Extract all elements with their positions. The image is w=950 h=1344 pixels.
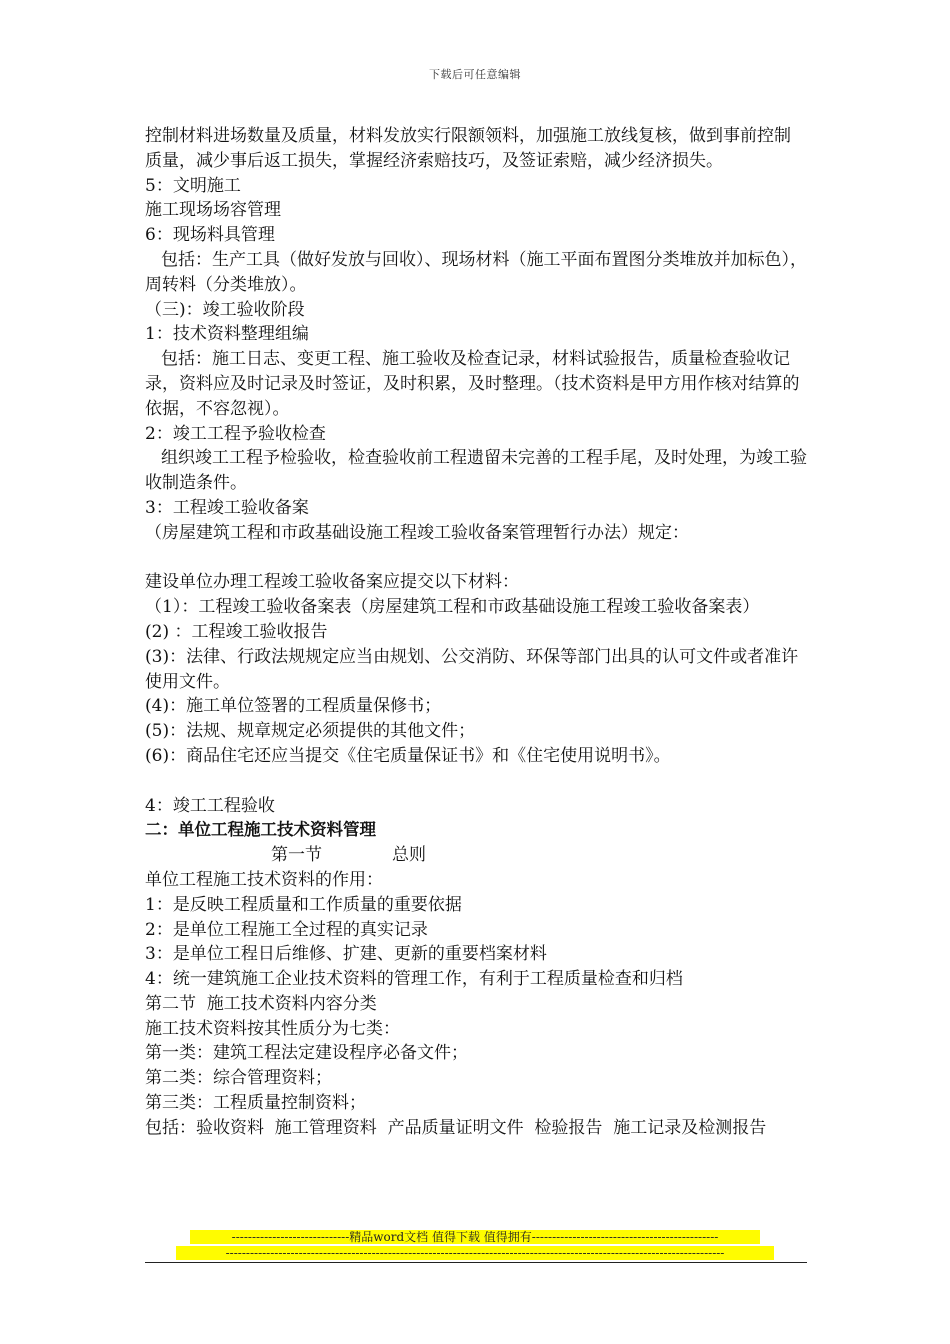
- footer-promo-line: -----------------------------精品word文档 值得下载 值得拥有----------------------------------------------: [190, 1230, 760, 1244]
- item-civilized-construction: 5：文明施工: [145, 175, 241, 196]
- document-body: [145, 124, 807, 1141]
- item-site-tools: 6：现场料具管理: [145, 225, 275, 246]
- category-3: 第三类：工程质量控制资料；: [145, 1093, 366, 1114]
- category-1: 第一类：建筑工程法定建设程序必备文件；: [145, 1043, 468, 1064]
- footer-dash-line: ---------------------------------------------------------------------------------------------------------------------------: [176, 1246, 774, 1260]
- category-3-detail: 包括：验收资料 施工管理资料 产品质量证明文件 检验报告 施工记录及检测报告: [145, 1117, 767, 1138]
- section-1-title: [145, 843, 807, 868]
- section-2-title: 第二节 施工技术资料内容分类: [145, 993, 377, 1014]
- purpose-item-2: 2：是单位工程施工全过程的真实记录: [145, 919, 428, 940]
- purpose-item-3: 3：是单位工程日后维修、扩建、更新的重要档案材料: [145, 944, 547, 965]
- item-acceptance-filing: 3：工程竣工验收备案: [145, 497, 309, 518]
- paragraph-filing-regulation: （房屋建筑工程和市政基础设施工程竣工验收备案管理暂行办法）规定：: [145, 522, 689, 543]
- paragraph-filing-materials: 建设单位办理工程竣工验收备案应提交以下材料：: [145, 572, 519, 593]
- purpose-item-4: 4：统一建筑施工企业技术资料的管理工作，有利于工程质量检查和归档: [145, 969, 683, 990]
- list-item-6: (6)：商品住宅还应当提交《住宅质量保证书》和《住宅使用说明书》。: [145, 745, 671, 766]
- item-technical-documents: 1：技术资料整理组编: [145, 324, 309, 345]
- blank-line: [145, 769, 807, 794]
- list-item-1: （1）：工程竣工验收备案表（房屋建筑工程和市政基础设施工程竣工验收备案表）: [145, 597, 760, 618]
- purpose-item-1: 1：是反映工程质量和工作质量的重要依据: [145, 894, 462, 915]
- paragraph-material-control: 控制材料进场数量及质量，材料发放实行限额领料，加强施工放线复核，做到事前控制质量，减少事后返工损失，掌握经济索赔技巧，及签证索赔，减少经济损失。: [145, 126, 791, 171]
- list-item-4: (4)：施工单位签署的工程质量保修书；: [145, 696, 442, 717]
- item-pre-acceptance: 2：竣工工程予验收检查: [145, 423, 326, 444]
- heading-technical-data-management: 二：单位工程施工技术资料管理: [145, 820, 376, 840]
- stage-completion-heading: （三)：竣工验收阶段: [145, 299, 305, 320]
- paragraph-site-management: 施工现场场容管理: [145, 200, 281, 221]
- list-item-3: (3)：法律、行政法规规定应当由规划、公交消防、环保等部门出具的认可文件或者准许使用文件。: [145, 646, 799, 692]
- paragraph-tools-detail: 包括：生产工具（做好发放与回收）、现场材料（施工平面布置图分类堆放并加标色），周转料（分类堆放）。: [145, 249, 807, 295]
- list-item-2: (2) ：工程竣工验收报告: [145, 621, 328, 642]
- page-header: 下载后可任意编辑: [429, 68, 521, 81]
- category-2: 第二类：综合管理资料；: [145, 1068, 332, 1089]
- paragraph-pre-acceptance-detail: 组织竣工工程予检验收，检查验收前工程遗留未完善的工程手尾，及时处理，为竣工验收制造条件。: [145, 448, 807, 494]
- section-1-name: 总则: [392, 845, 426, 866]
- paragraph-seven-categories: 施工技术资料按其性质分为七类：: [145, 1018, 400, 1039]
- section-1-number: 第一节: [271, 845, 322, 866]
- blank-line: [145, 546, 807, 571]
- item-completion-acceptance: 4：竣工工程验收: [145, 795, 275, 816]
- footer-rule: [145, 1262, 807, 1263]
- list-item-5: (5)：法规、规章规定必须提供的其他文件；: [145, 721, 476, 742]
- paragraph-purpose: 单位工程施工技术资料的作用：: [145, 869, 383, 890]
- paragraph-documents-detail: 包括：施工日志、变更工程、施工验收及检查记录，材料试验报告，质量检查验收记录，资料应及时记录及时签证，及时积累，及时整理。（技术资料是甲方用作核对结算的依据，不容忽视）。: [145, 349, 800, 419]
